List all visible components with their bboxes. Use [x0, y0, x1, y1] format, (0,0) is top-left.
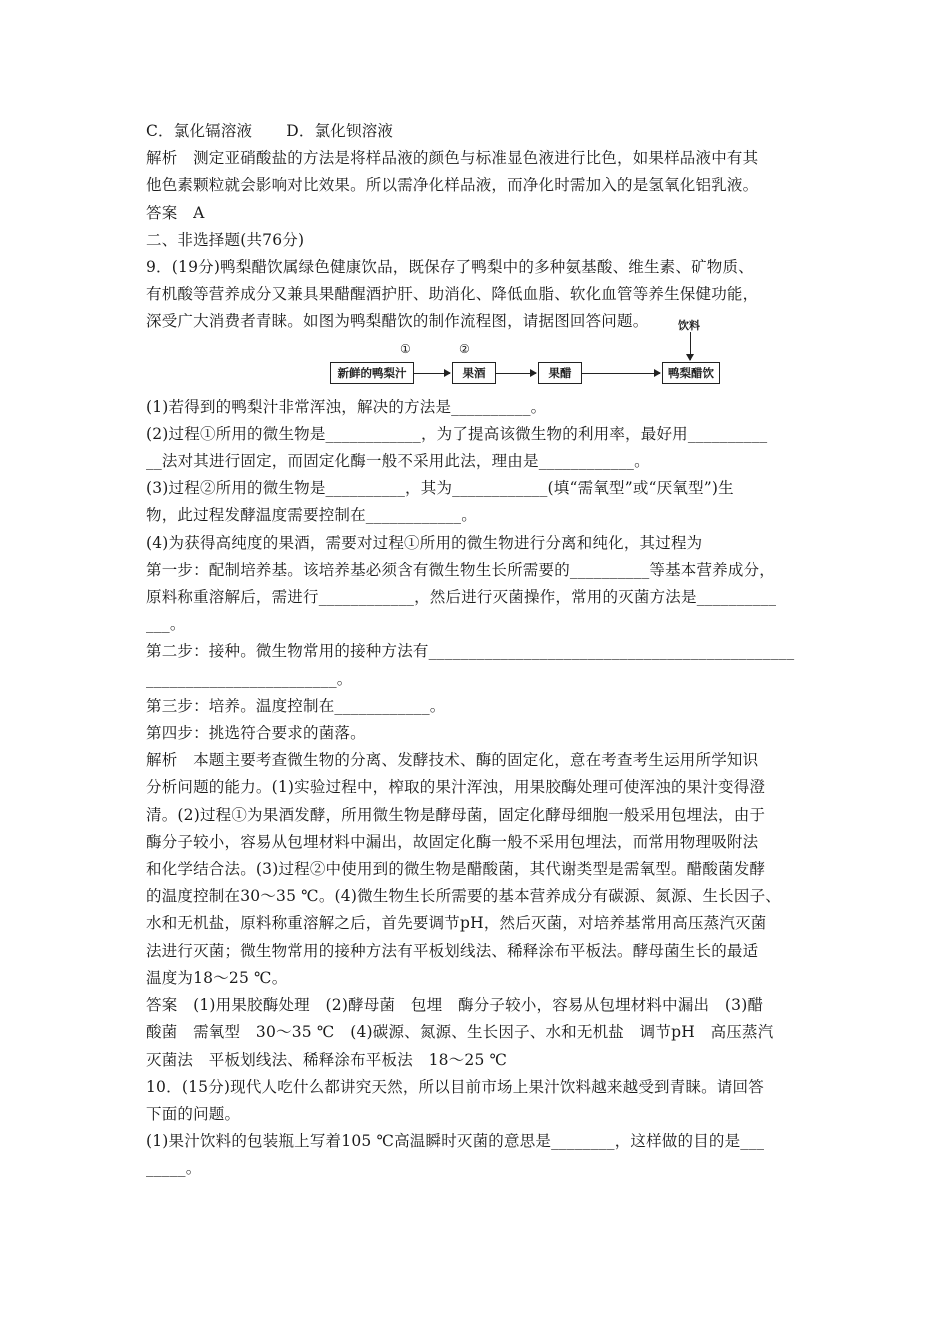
question-line: 有机酸等营养成分又兼具果醋醒酒护肝、助消化、降低血脂、软化血管等养生保健功能， — [146, 285, 759, 304]
body-line: 酸菌 需氧型 30～35 ℃ (4)碳源、氮源、生长因子、水和无机盐 调节pH 高压蒸汽 — [146, 1023, 774, 1042]
body-line: ________________________。 — [146, 669, 353, 688]
answer-line: 答案 A — [146, 203, 205, 222]
flow-arrow-input — [690, 332, 691, 360]
body-line: 酶分子较小，容易从包埋材料中漏出，故固定化酶一般不采用包埋法，而常用物理吸附法 — [146, 832, 759, 851]
analysis-line: 他色素颗粒就会影响对比效果。所以需净化样品液，而净化时需加入的是氢氧化铝乳液。 — [146, 176, 759, 195]
analysis-line: 解析 测定亚硝酸盐的方法是将样品液的颜色与标准显色液进行比色，如果样品液中有其 — [146, 149, 759, 168]
body-line: 10．(15分)现代人吃什么都讲究天然，所以目前市场上果汁饮料越来越受到青睐。请回答 — [146, 1077, 764, 1096]
body-line: (4)为获得高纯度的果酒，需要对过程①所用的微生物进行分离和纯化，其过程为 — [146, 533, 703, 552]
flow-input-drink-label: 饮料 — [678, 318, 700, 332]
option-c: C．氯化镉溶液 — [146, 122, 253, 140]
body-line: 答案 (1)用果胶酶处理 (2)酵母菌 包埋 酶分子较小，容易从包埋材料中漏出 (3)醋 — [146, 996, 764, 1015]
body-line: (3)过程②所用的微生物是__________，其为____________(填“需氧型”或“厌氧型”)生 — [146, 479, 734, 498]
flow-box-fresh-juice: 新鲜的鸭梨汁 — [330, 362, 414, 384]
flow-arrow-3 — [582, 373, 660, 374]
body-line: 的温度控制在30～35 ℃。(4)微生物生长所需要的基本营养成分有碳源、氮源、生长因子、 — [146, 887, 781, 906]
question-line: 9．(19分)鸭梨醋饮属绿色健康饮品，既保存了鸭梨中的多种氨基酸、维生素、矿物质、 — [146, 258, 754, 277]
flow-box-vinegar: 果醋 — [538, 362, 582, 384]
body-line: 解析 本题主要考查微生物的分离、发酵技术、酶的固定化，意在考查考生运用所学知识 — [146, 751, 759, 770]
body-line: 清。(2)过程①为果酒发酵，所用微生物是酵母菌，固定化酵母细胞一般采用包埋法，由于 — [146, 805, 766, 824]
body-line: ___。 — [146, 615, 186, 634]
body-line: 下面的问题。 — [146, 1104, 241, 1123]
body-line: _____。 — [146, 1159, 202, 1178]
body-line: 水和无机盐，原料称重溶解之后，首先要调节pH，然后灭菌，对培养基常用高压蒸汽灭菌 — [146, 914, 767, 933]
body-line: 分析问题的能力。(1)实验过程中，榨取的果汁浑浊，用果胶酶处理可使浑浊的果汁变得澄 — [146, 778, 766, 797]
body-line: 第三步：培养。温度控制在____________。 — [146, 696, 446, 715]
section-heading: 二、非选择题(共76分) — [146, 230, 305, 249]
body-line: (1)若得到的鸭梨汁非常浑浊，解决的方法是__________。 — [146, 397, 547, 416]
body-line: (2)过程①所用的微生物是____________，为了提高该微生物的利用率，最好用__________ — [146, 424, 768, 443]
flow-step-2-label: ② — [459, 341, 470, 356]
body-line: 和化学结合法。(3)过程②中使用到的微生物是醋酸菌，其代谢类型是需氧型。醋酸菌发酵 — [146, 860, 766, 879]
body-line: 法进行灭菌；微生物常用的接种方法有平板划线法、稀释涂布平板法。酵母菌生长的最适 — [146, 941, 759, 960]
question-body — [146, 394, 810, 1183]
document-page — [146, 118, 810, 1183]
option-d: D．氯化钡溶液 — [286, 122, 394, 140]
flow-box-pear-vinegar-drink: 鸭梨醋饮 — [662, 362, 720, 384]
flow-box-fruit-wine: 果酒 — [452, 362, 496, 384]
body-line: 温度为18～25 ℃。 — [146, 968, 288, 987]
body-line: 原料称重溶解后，需进行____________，然后进行灭菌操作，常用的灭菌方法是__________ — [146, 588, 777, 607]
option-line — [146, 118, 810, 145]
question-line: 深受广大消费者青睐。如图为鸭梨醋饮的制作流程图，请据图回答问题。 — [146, 312, 649, 331]
body-line: 物，此过程发酵温度需要控制在____________。 — [146, 506, 477, 525]
flow-arrow-2 — [496, 373, 536, 374]
body-line: 第二步：接种。微生物常用的接种方法有______________________________________________ — [146, 642, 795, 661]
body-line: 灭菌法 平板划线法、稀释涂布平板法 18～25 ℃ — [146, 1050, 508, 1069]
body-line: (1)果汁饮料的包装瓶上写着105 ℃高温瞬时灭菌的意思是________，这样做的目的是___ — [146, 1132, 765, 1151]
flow-step-1-label: ① — [400, 341, 411, 356]
body-line: 第一步：配制培养基。该培养基必须含有微生物生长所需要的__________等基本营养成分， — [146, 560, 776, 579]
body-line: __法对其进行固定，而固定化酶一般不采用此法，理由是____________。 — [146, 452, 650, 471]
body-line: 第四步：挑选符合要求的菌落。 — [146, 724, 366, 743]
flow-arrow-1 — [414, 373, 450, 374]
